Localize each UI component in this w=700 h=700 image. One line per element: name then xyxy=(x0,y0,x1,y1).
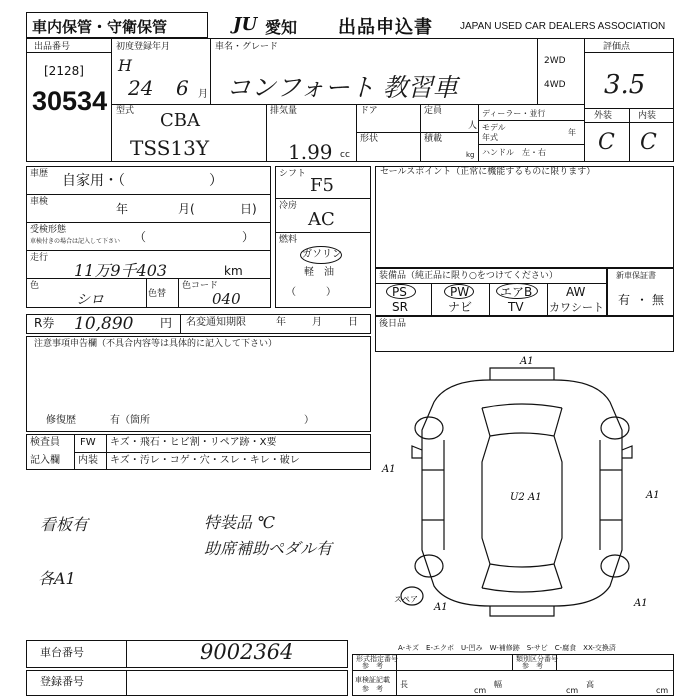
diagram-mark-left: A1 xyxy=(382,464,396,475)
car-name-value: コンフォート 教習車 xyxy=(226,73,458,102)
displacement-value: 1.99 xyxy=(288,140,333,164)
len-unit: cm xyxy=(474,686,487,695)
after-notes-box xyxy=(375,316,674,352)
sales-point-box xyxy=(375,166,674,268)
inspector-label-2: 記入欄 xyxy=(30,455,60,466)
model-year-label-1: モデル xyxy=(482,123,506,132)
lot-sub-number: [2128] xyxy=(44,64,84,78)
r-ticket-label: R券 xyxy=(34,316,55,330)
inspector-label-1: 検査員 xyxy=(30,437,60,448)
equip-sr: SR xyxy=(392,300,408,314)
fuel-diesel: 軽 油 xyxy=(304,267,334,278)
spare-label: スペア xyxy=(394,595,418,604)
shift-value: F5 xyxy=(310,175,334,196)
equip-pw-circle xyxy=(444,284,474,299)
repair-label: 修復歴 xyxy=(46,415,76,426)
diagram-mark-right: A1 xyxy=(646,490,660,501)
lot-label: 出品番号 xyxy=(34,42,71,52)
hei-unit: cm xyxy=(656,686,669,695)
first-reg-month: 6 xyxy=(176,76,189,100)
model-code: TSS13Y xyxy=(130,136,210,160)
warranty-sep: ・ xyxy=(636,293,649,307)
mileage-unit: km xyxy=(224,264,243,278)
lot-number: 30534 xyxy=(32,86,108,116)
name-change-label: 名変通知期限 xyxy=(186,317,246,328)
capacity-unit: 人 xyxy=(468,121,478,131)
handle-label: ハンドル 左・右 xyxy=(482,148,546,157)
remark-1: 看板有 xyxy=(40,515,89,534)
drive-4wd: 4WD xyxy=(544,80,566,90)
first-reg-label: 初度登録年月 xyxy=(116,42,171,52)
equipment-label: 装備品（純正品に限り○をつけてください） xyxy=(379,271,558,281)
hei-label: 高 xyxy=(586,680,594,689)
inspection-month: 月( xyxy=(178,202,195,216)
inspection-label: 車検 xyxy=(30,197,49,207)
spec-box xyxy=(352,654,674,696)
cooling-label: 冷房 xyxy=(279,201,298,211)
dealer-label: ディーラー・並行 xyxy=(482,109,546,118)
color-code-value: 040 xyxy=(212,290,241,308)
chassis-value: 9002364 xyxy=(200,640,294,664)
shape-no-label: 形式指定番号 xyxy=(356,655,398,663)
inspector-row1-text: キズ・飛石・ヒビ割・リペア跡・X要 xyxy=(110,437,277,448)
color-value: シロ xyxy=(76,292,104,308)
fuel-gasoline: ガソリン xyxy=(302,249,342,260)
model-year-label-2: 年式 xyxy=(482,133,498,142)
equip-aw: AW xyxy=(566,285,586,299)
model-prefix: CBA xyxy=(160,110,200,131)
rating-value: 3.5 xyxy=(604,70,646,100)
equip-airbag-circle xyxy=(496,283,538,299)
exterior-value: C xyxy=(598,130,615,155)
recycling-label: 受検形態 xyxy=(30,225,67,235)
capacity-label: 定員 xyxy=(424,106,443,116)
shape-no-ref: 参 考 xyxy=(362,662,383,670)
model-year-unit: 年 xyxy=(568,128,576,137)
remark-2: 特装品 ℃ xyxy=(204,513,275,532)
inspector-row2-text: キズ・汚レ・コゲ・穴・スレ・キレ・破レ xyxy=(110,455,300,466)
car-name-label: 車名・グレード xyxy=(215,42,279,52)
model-label: 型式 xyxy=(116,106,135,116)
remark-4: 各A1 xyxy=(38,569,76,588)
cert-label: 車検証記載 xyxy=(355,676,390,684)
equip-airbag: エアB xyxy=(500,285,533,299)
equip-navi: ナビ xyxy=(448,300,473,314)
diagram-mark-rear-right: A1 xyxy=(634,598,648,609)
sales-point-label: セールスポイント（正常に機能するものに限ります） xyxy=(380,167,596,177)
cert-ref: 参 考 xyxy=(362,685,383,693)
cat-no-label: 類別区分番号 xyxy=(516,655,558,663)
load-unit: kg xyxy=(466,151,475,159)
damage-legend: A-キズ E-エクボ U-凹み W-補修跡 S-サビ C-腐食 XX-交換済 xyxy=(398,644,616,652)
mileage-label: 走行 xyxy=(30,253,49,263)
shape-label: 形状 xyxy=(360,134,379,144)
wid-label: 幅 xyxy=(494,680,502,689)
name-change-month: 月 xyxy=(312,317,322,328)
fuel-label: 燃料 xyxy=(279,235,298,245)
association-name: JAPAN USED CAR DEALERS ASSOCIATION xyxy=(460,21,666,32)
color-code-label: 色コード xyxy=(182,281,219,291)
displacement-unit: cc xyxy=(340,150,350,160)
diagram-mark-front: A1 xyxy=(520,356,534,367)
recycling-sub: 車検付きの場合は記入して下さい xyxy=(30,238,121,245)
remark-3: 助席補助ペダル有 xyxy=(204,539,333,558)
usage-value: 自家用・（ ） xyxy=(62,173,223,189)
interior-value: C xyxy=(640,130,657,155)
drive-2wd: 2WD xyxy=(544,56,566,66)
fuel-circle xyxy=(300,246,342,264)
warranty-label: 新車保証書 xyxy=(616,271,656,280)
cooling-value: AC xyxy=(308,209,335,230)
after-notes-label: 後日品 xyxy=(379,319,407,329)
inspection-year: 年 xyxy=(116,202,129,216)
len-label: 長 xyxy=(400,680,408,689)
car-damage-diagram xyxy=(372,350,672,630)
equip-pw: PW xyxy=(450,285,470,299)
recycling-value: （ ） xyxy=(134,230,255,244)
inspector-row1-label: FW xyxy=(80,437,96,448)
repair-value: 有（箇所 xyxy=(110,415,150,426)
fuel-other: （ ） xyxy=(286,287,336,298)
first-reg-month-unit: 月 xyxy=(198,89,208,100)
first-reg-year: 24 xyxy=(128,76,154,100)
chassis-label: 車台番号 xyxy=(40,646,84,659)
notes-label: 注意事項申告欄（不具合内容等は具体的に記入して下さい） xyxy=(34,339,278,349)
notes-box xyxy=(26,336,371,432)
displacement-label: 排気量 xyxy=(270,106,298,116)
r-ticket-value: 10,890 xyxy=(74,314,134,334)
registration-label: 登録番号 xyxy=(40,675,84,688)
logo-region: 愛知 xyxy=(265,18,298,37)
inspector-row2-label: 内装 xyxy=(78,455,98,466)
first-reg-era: H xyxy=(118,56,132,75)
ju-logo: JU xyxy=(233,14,258,35)
equip-ps: PS xyxy=(392,285,407,299)
rating-label: 評価点 xyxy=(603,42,631,52)
color-change-label: 色替 xyxy=(148,289,167,299)
name-change-year: 年 xyxy=(276,317,286,328)
color-label: 色 xyxy=(30,281,40,291)
diagram-mark-rear-left: A1 xyxy=(434,602,448,613)
diagram-mark-roof: U2 A1 xyxy=(510,492,542,503)
storage-label: 車内保管・守衛保管 xyxy=(32,18,168,36)
name-change-day: 日 xyxy=(348,317,358,328)
warranty-no: 無 xyxy=(652,293,665,307)
interior-label: 内装 xyxy=(638,111,657,121)
mileage-value: 11万9千403 xyxy=(74,261,168,280)
cat-no-ref: 参 考 xyxy=(522,662,543,670)
inspection-day: 日) xyxy=(240,202,257,216)
doors-label: ドア xyxy=(360,106,378,116)
r-ticket-unit: 円 xyxy=(160,316,173,330)
equip-tv: TV xyxy=(508,300,524,314)
equip-ps-circle xyxy=(386,284,416,299)
shift-label: シフト xyxy=(279,169,307,179)
document-title: 出品申込書 xyxy=(338,17,433,38)
exterior-label: 外装 xyxy=(594,111,613,121)
repair-close: ） xyxy=(304,415,314,426)
usage-label: 車歴 xyxy=(30,169,49,179)
wid-unit: cm xyxy=(566,686,579,695)
load-label: 積載 xyxy=(424,134,443,144)
equip-leather: カワシート xyxy=(549,301,604,314)
warranty-yes: 有 xyxy=(618,293,631,307)
